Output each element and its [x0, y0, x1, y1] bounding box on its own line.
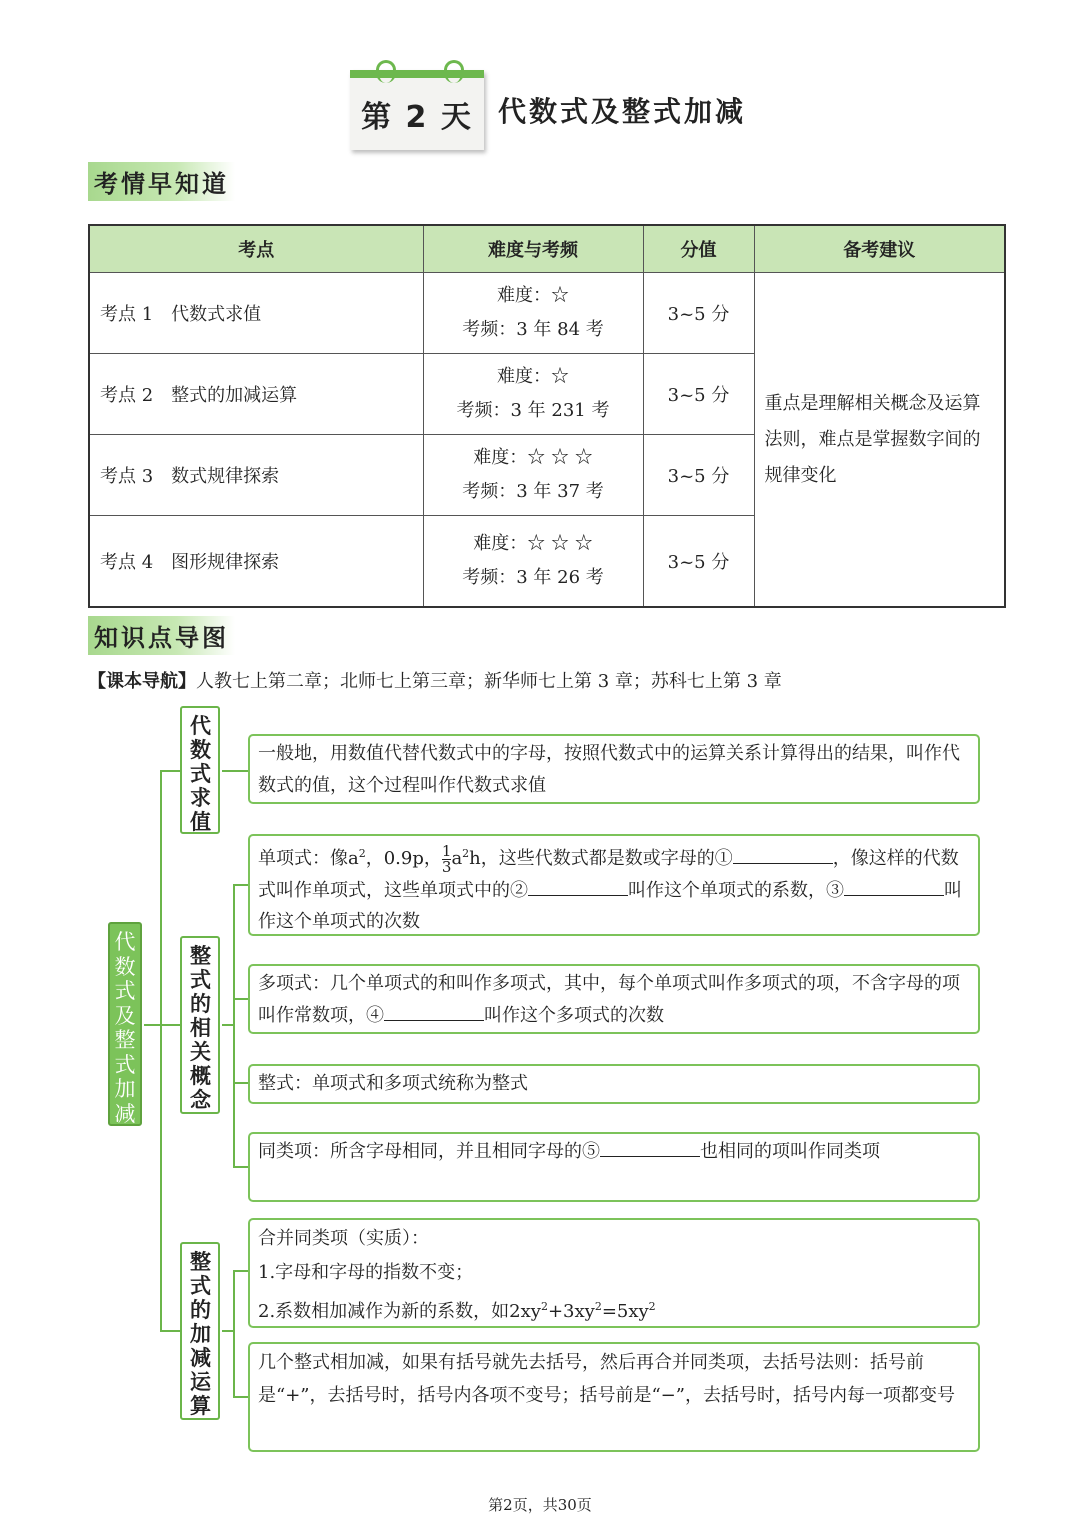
combine-title: 合并同类项（实质）：	[258, 1228, 429, 1249]
score-cell: 3~5 分	[643, 435, 754, 516]
difficulty: 难度：☆ ☆ ☆	[473, 533, 593, 554]
fraction-numerator: 1	[441, 841, 452, 860]
like-terms-text: 同类项：所含字母相同，并且相同字母的⑤	[258, 1141, 600, 1162]
column-header: 难度与考频	[423, 225, 643, 273]
evaluation-text: 一般地，用数值代替代数式中的字母，按照代数式中的运算关系计算得出的结果，叫作代数式的值，这个过程叫作代数式求值	[258, 743, 960, 796]
score-cell: 3~5 分	[643, 516, 754, 608]
answer-blank[interactable]	[384, 1020, 484, 1021]
combine-rule	[258, 1290, 970, 1329]
page-title: 代数式及整式加减	[498, 95, 747, 128]
ring-icon	[444, 60, 464, 83]
monomial-text: ，像这样的代数式叫作单项式，这些单项式中的②	[258, 848, 959, 901]
answer-blank[interactable]	[733, 863, 833, 864]
point-cell: 考点 4 图形规律探索	[89, 516, 423, 608]
textbook-navigation	[88, 667, 782, 693]
difficulty-cell	[423, 273, 643, 354]
polynomial-text: 多项式：几个单项式的和叫作多项式，其中，每个单项式叫作多项式的项，不含字母的项叫作常数项，④	[258, 973, 960, 1026]
leaf-like-terms	[248, 1132, 980, 1202]
monomial-text: 叫作这个单项式的次数	[258, 879, 962, 932]
frequency: 考频：3 年 84 考	[462, 319, 604, 340]
fraction-denominator: 3	[441, 857, 452, 876]
branch-expression-value: 代数式求值	[180, 706, 220, 834]
difficulty: 难度：☆	[497, 285, 569, 306]
difficulty-cell	[423, 354, 643, 435]
answer-blank[interactable]	[528, 895, 628, 896]
combine-rule: 1.字母和字母的指数不变；	[258, 1262, 474, 1283]
superscript: 2	[648, 1300, 656, 1313]
point-cell: 考点 3 数式规律探索	[89, 435, 423, 516]
point-cell: 考点 1 代数式求值	[89, 273, 423, 354]
point-cell: 考点 2 整式的加减运算	[89, 354, 423, 435]
leaf-evaluation-definition	[248, 734, 980, 804]
table-row	[89, 273, 1005, 354]
monomial-text: 单项式：像a	[258, 848, 359, 869]
integral-text: 整式：单项式和多项式统称为整式	[258, 1073, 528, 1094]
section-title-knowledge-map: 知识点导图	[88, 616, 235, 655]
leaf-polynomial	[248, 964, 980, 1034]
exam-table	[88, 224, 1006, 608]
fraction	[441, 841, 452, 876]
leaf-integral-expression	[248, 1064, 980, 1104]
leaf-combine-like-terms	[248, 1218, 980, 1328]
answer-blank[interactable]	[844, 895, 944, 896]
page-footer: 第2页，共30页	[488, 1496, 592, 1514]
superscript: 2	[594, 1300, 602, 1313]
frequency: 考频：3 年 37 考	[462, 481, 604, 502]
column-header: 分值	[643, 225, 754, 273]
superscript: 2	[358, 847, 366, 860]
combine-rule-text: 2.系数相加减作为新的系数，如2xy	[258, 1301, 541, 1322]
monomial-text: h，这些代数式都是数或字母的①	[469, 848, 733, 869]
nav-label: 【课本导航】	[88, 671, 196, 692]
superscript: 2	[540, 1300, 548, 1313]
score-cell: 3~5 分	[643, 354, 754, 435]
day-label-text: 第 2 天	[361, 100, 473, 135]
combine-rule-text: +3xy	[547, 1301, 595, 1322]
leaf-monomial	[248, 834, 980, 936]
column-header: 考点	[89, 225, 423, 273]
score-cell: 3~5 分	[643, 273, 754, 354]
like-terms-text: 也相同的项叫作同类项	[700, 1141, 880, 1162]
answer-blank[interactable]	[600, 1156, 700, 1157]
difficulty-cell	[423, 435, 643, 516]
difficulty: 难度：☆	[497, 366, 569, 387]
branch-polynomial-operations: 整式的加减运算	[180, 1242, 220, 1420]
difficulty-cell	[423, 516, 643, 608]
ring-icon	[376, 60, 396, 83]
day-label	[350, 70, 484, 150]
leaf-remove-brackets	[248, 1342, 980, 1452]
section-title-exam-overview: 考情早知道	[88, 162, 235, 201]
branch-polynomial-concepts: 整式的相关概念	[180, 936, 220, 1114]
superscript: 2	[462, 847, 470, 860]
advice-cell: 重点是理解相关概念及运算法则，难点是掌握数字间的规律变化	[754, 273, 1005, 608]
combine-rule-text: =5xy	[601, 1301, 649, 1322]
monomial-text: 叫作这个单项式的系数，③	[628, 879, 844, 901]
column-header: 备考建议	[754, 225, 1005, 273]
mindmap-root: 代数式及整式加减	[108, 922, 142, 1126]
brackets-text: 几个整式相加减，如果有括号就先去括号，然后再合并同类项，去括号法则：括号前是“+”，去括号时，括号内各项不变号；括号前是“−”，去括号时，括号内每一项都变号	[258, 1352, 955, 1406]
difficulty: 难度：☆ ☆ ☆	[473, 447, 593, 468]
nav-text: 人教七上第二章；北师七上第三章；新华师七上第 3 章；苏科七上第 3 章	[196, 671, 782, 692]
polynomial-text: 叫作这个多项式的次数	[484, 1005, 664, 1026]
monomial-text: a	[451, 848, 463, 869]
frequency: 考频：3 年 26 考	[462, 567, 604, 588]
frequency: 考频：3 年 231 考	[456, 400, 610, 421]
monomial-text: ，0.9p，	[365, 848, 442, 869]
